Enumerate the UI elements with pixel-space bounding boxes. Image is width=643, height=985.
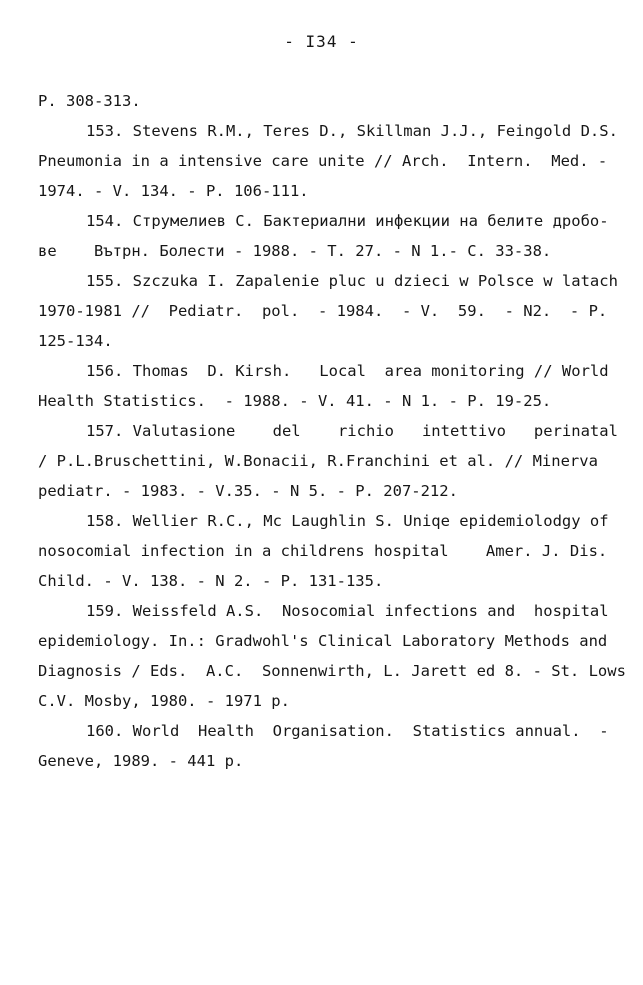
reference-line: ве Вътрн. Болести - 1988. - Т. 27. - N 1.- С. 33-38. (38, 242, 552, 260)
reference-line: Pneumonia in a intensive care unite // Arch. Intern. Med. - (38, 152, 608, 170)
reference-line: 158. Wellier R.C., Mc Laughlin S. Uniqe epidemiolodgy of (86, 512, 609, 530)
reference-line: 159. Weissfeld A.S. Nosocomial infections and hospital (86, 602, 609, 620)
reference-line: 1970-1981 // Pediatr. pol. - 1984. - V. 59. - N2. - P. (38, 302, 608, 320)
reference-line: 154. Струмелиев С. Бактериални инфекции на белите дробо- (86, 212, 609, 230)
reference-line: 155. Szczuka I. Zapalenie pluc u dzieci w Polsce w latach (86, 272, 618, 290)
reference-line: Child. - V. 138. - N 2. - P. 131-135. (38, 572, 384, 590)
reference-line: 1974. - V. 134. - P. 106-111. (38, 182, 309, 200)
reference-line: 160. World Health Organisation. Statistics annual. - (86, 722, 609, 740)
reference-line: 157. Valutasione del richio intettivo perinatal (86, 422, 618, 440)
reference-line: 153. Stevens R.M., Teres D., Skillman J.J., Feingold D.S. (86, 122, 618, 140)
page-number: - I34 - (284, 32, 359, 51)
reference-line: epidemiology. In.: Gradwohl's Clinical Laboratory Methods and (38, 632, 608, 650)
reference-line: C.V. Mosby, 1980. - 1971 p. (38, 692, 290, 710)
reference-line: 125-134. (38, 332, 113, 350)
reference-line: P. 308-313. (38, 92, 141, 110)
reference-line: Health Statistics. - 1988. - V. 41. - N 1. - P. 19-25. (38, 392, 552, 410)
reference-line: Geneve, 1989. - 441 p. (38, 752, 244, 770)
reference-line: Diagnosis / Eds. A.C. Sonnenwirth, L. Jarett ed 8. - St. Lows (38, 662, 626, 680)
reference-line: pediatr. - 1983. - V.35. - N 5. - P. 207-212. (38, 482, 458, 500)
reference-line: nosocomial infection in a childrens hospital Amer. J. Dis. (38, 542, 608, 560)
reference-line: / P.L.Bruschettini, W.Bonacii, R.Franchini et al. // Minerva (38, 452, 598, 470)
reference-line: 156. Thomas D. Kirsh. Local area monitoring // World (86, 362, 609, 380)
